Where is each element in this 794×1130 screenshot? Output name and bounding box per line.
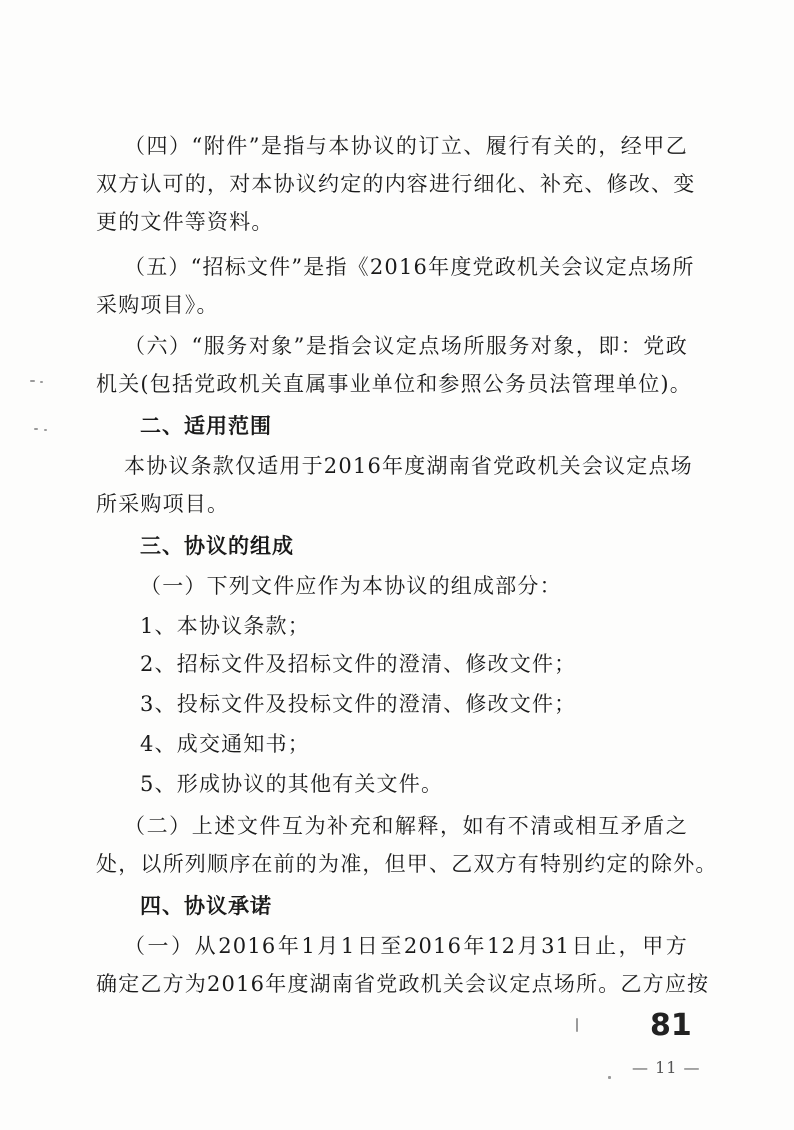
paragraph-line: 更的文件等资料。 — [96, 210, 274, 234]
list-item: 1、本协议条款； — [140, 614, 310, 638]
scan-mark — [608, 1076, 611, 1079]
paragraph-line: 确定乙方为2016年度湖南省党政机关会议定点场所。乙方应按 — [96, 972, 710, 996]
scan-mark — [576, 1018, 578, 1032]
paragraph-line: （四）“附件”是指与本协议的订立、履行有关的，经甲乙 — [124, 134, 688, 158]
section-heading-composition: 三、协议的组成 — [140, 534, 294, 558]
list-item: 3、投标文件及投标文件的澄清、修改文件； — [140, 692, 577, 716]
paragraph-line: 本协议条款仅适用于2016年度湖南省党政机关会议定点场 — [124, 454, 693, 478]
scan-mark — [40, 381, 43, 383]
section-heading-commitment: 四、协议承诺 — [140, 894, 272, 918]
paragraph-line: 机关(包括党政机关直属事业单位和参照公务员法管理单位)。 — [96, 372, 692, 396]
paragraph-line: 采购项目》。 — [96, 293, 219, 317]
paragraph-line: （五）“招标文件”是指《2016年度党政机关会议定点场所 — [124, 255, 695, 279]
paragraph-line: 所采购项目。 — [96, 492, 230, 516]
list-item: 5、形成协议的其他有关文件。 — [140, 772, 444, 796]
scan-mark — [34, 428, 38, 430]
list-item: 4、成交通知书； — [140, 732, 310, 756]
list-item: 2、招标文件及招标文件的澄清、修改文件； — [140, 652, 577, 676]
page-number: — 11 — — [632, 1058, 701, 1077]
section-heading-scope: 二、适用范围 — [140, 414, 272, 438]
handwritten-page-stamp: 81 — [650, 1008, 692, 1043]
scan-mark — [30, 380, 35, 382]
paragraph-line: （二）上述文件互为补充和解释，如有不清或相互矛盾之 — [124, 814, 688, 838]
scan-mark — [44, 429, 47, 431]
paragraph-line: （六）“服务对象”是指会议定点场所服务对象，即：党政 — [124, 334, 688, 358]
paragraph-line: （一）下列文件应作为本协议的组成部分： — [140, 574, 562, 598]
paragraph-line: 双方认可的，对本协议约定的内容进行细化、补充、修改、变 — [96, 172, 696, 196]
paragraph-line: 处，以所列顺序在前的为准，但甲、乙双方有特别约定的除外。 — [96, 852, 718, 876]
paragraph-line: （一）从2016年1月1日至2016年12月31日止，甲方 — [124, 934, 688, 958]
